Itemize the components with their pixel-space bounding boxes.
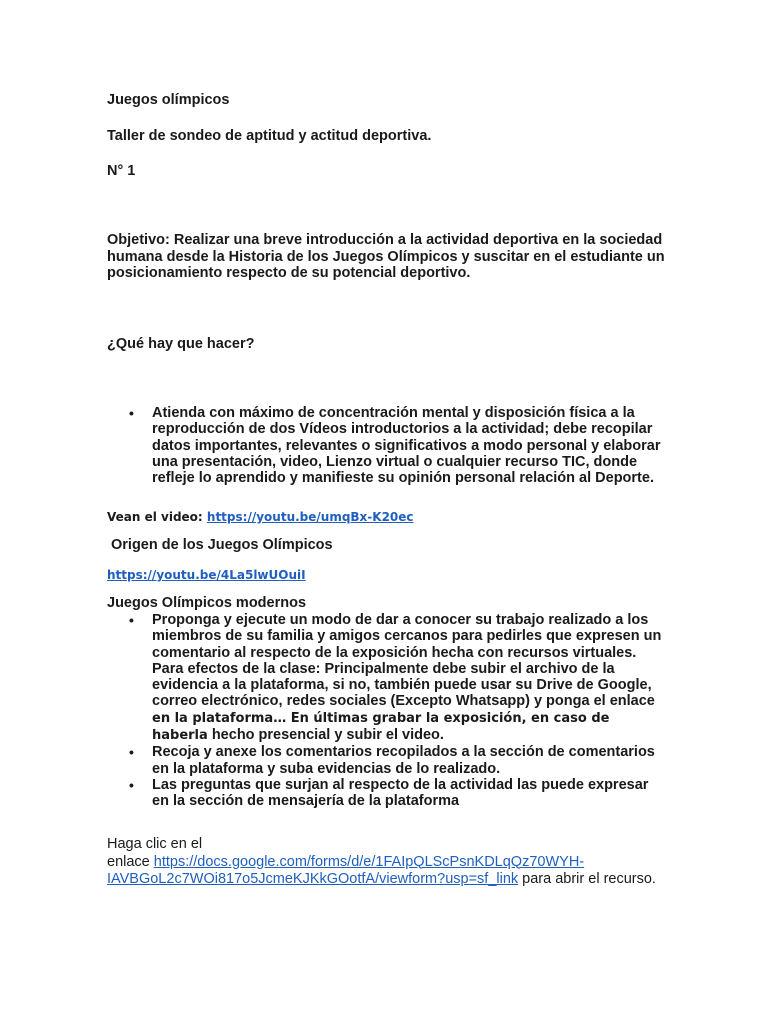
video-link-1[interactable]: https://youtu.be/umqBx-K20ec bbox=[206, 510, 414, 524]
doc-number: N° 1 bbox=[107, 163, 136, 179]
bullet-list-1 bbox=[107, 405, 667, 486]
objective-paragraph: Objetivo: Realizar una breve introducción a la actividad deportiva en la sociedad humana desde la Historia de los Juegos Olímpicos y suscitar en el estudiante un posicionamiento respecto de su potencial deportivo. bbox=[107, 232, 665, 281]
form-link-part-a[interactable]: https://docs.google.com/forms/d/e/1FAIpQLScPsnKDLqQz70WYH- bbox=[153, 853, 585, 870]
bullet-text: Recoja y anexe los comentarios recopilados a la sección de comentarios en la plataforma y suba evidencias de lo realizado. bbox=[152, 744, 655, 777]
list-item bbox=[107, 405, 667, 486]
form-link-part-b[interactable]: IAVBGoL2c7WOi817o5JcmeKJKkGOotfA/viewform?usp=sf_link bbox=[107, 871, 519, 887]
modern-heading: Juegos Olímpicos modernos bbox=[107, 595, 307, 611]
final-line-2 bbox=[107, 854, 687, 872]
final-line-1: Haga clic en el bbox=[107, 836, 203, 852]
bullet-dot: • bbox=[129, 612, 134, 628]
list-item bbox=[107, 612, 667, 744]
video-label: Vean el video: bbox=[107, 510, 207, 524]
list-item bbox=[107, 777, 667, 810]
video-line-2 bbox=[107, 568, 306, 582]
bullet-list-2 bbox=[107, 612, 667, 810]
bullet-dot: • bbox=[129, 776, 134, 793]
bullet-text-end: hecho presencial y subir el video. bbox=[211, 727, 444, 744]
question-heading: ¿Qué hay que hacer? bbox=[107, 336, 255, 352]
bullet-text-alt: en la plataforma… En últimas grabar la exposición, en caso de haberla bbox=[152, 710, 610, 744]
bullet-text: Proponga y ejecute un modo de dar a conocer su trabajo realizado a los miembros de su familia y amigos cercanos para pedirles que expresen un comentario al respecto de la exposición hecha con recursos virtuales. Para efectos de la clase: Principalmente debe subir el archivo de la evidencia a la plataforma, si no, también puede usar su Drive de Google, correo electrónico, redes sociales (Excepto Whatsapp) y ponga el enlace bbox=[152, 612, 662, 710]
bullet-dot: • bbox=[129, 744, 134, 761]
final-prefix: enlace bbox=[107, 853, 154, 870]
final-suffix: para abrir el recurso. bbox=[518, 871, 656, 887]
doc-title: Juegos olímpicos bbox=[107, 92, 230, 108]
final-paragraph bbox=[107, 836, 687, 889]
final-line-3 bbox=[107, 871, 687, 889]
video-line-1 bbox=[107, 510, 414, 524]
video-link-2[interactable]: https://youtu.be/4La5lwUOuiI bbox=[107, 568, 306, 582]
origin-heading: Origen de los Juegos Olímpicos bbox=[111, 537, 333, 553]
bullet-text: Atienda con máximo de concentración mental y disposición física a la reproducción de dos Vídeos introductorios a la actividad; debe recopilar datos importantes, relevantes o significativos a modo personal y elaborar una presentación, video, Lienzo virtual o cualquier recurso TIC, donde refleje lo aprendido y manifieste su opinión personal relación al Deporte. bbox=[152, 405, 661, 487]
list-item bbox=[107, 744, 667, 777]
doc-subtitle: Taller de sondeo de aptitud y actitud deportiva. bbox=[107, 128, 432, 144]
bullet-dot: • bbox=[129, 405, 134, 421]
bullet-text: Las preguntas que surjan al respecto de la actividad las puede expresar en la sección de mensajería de la plataforma bbox=[152, 776, 649, 810]
